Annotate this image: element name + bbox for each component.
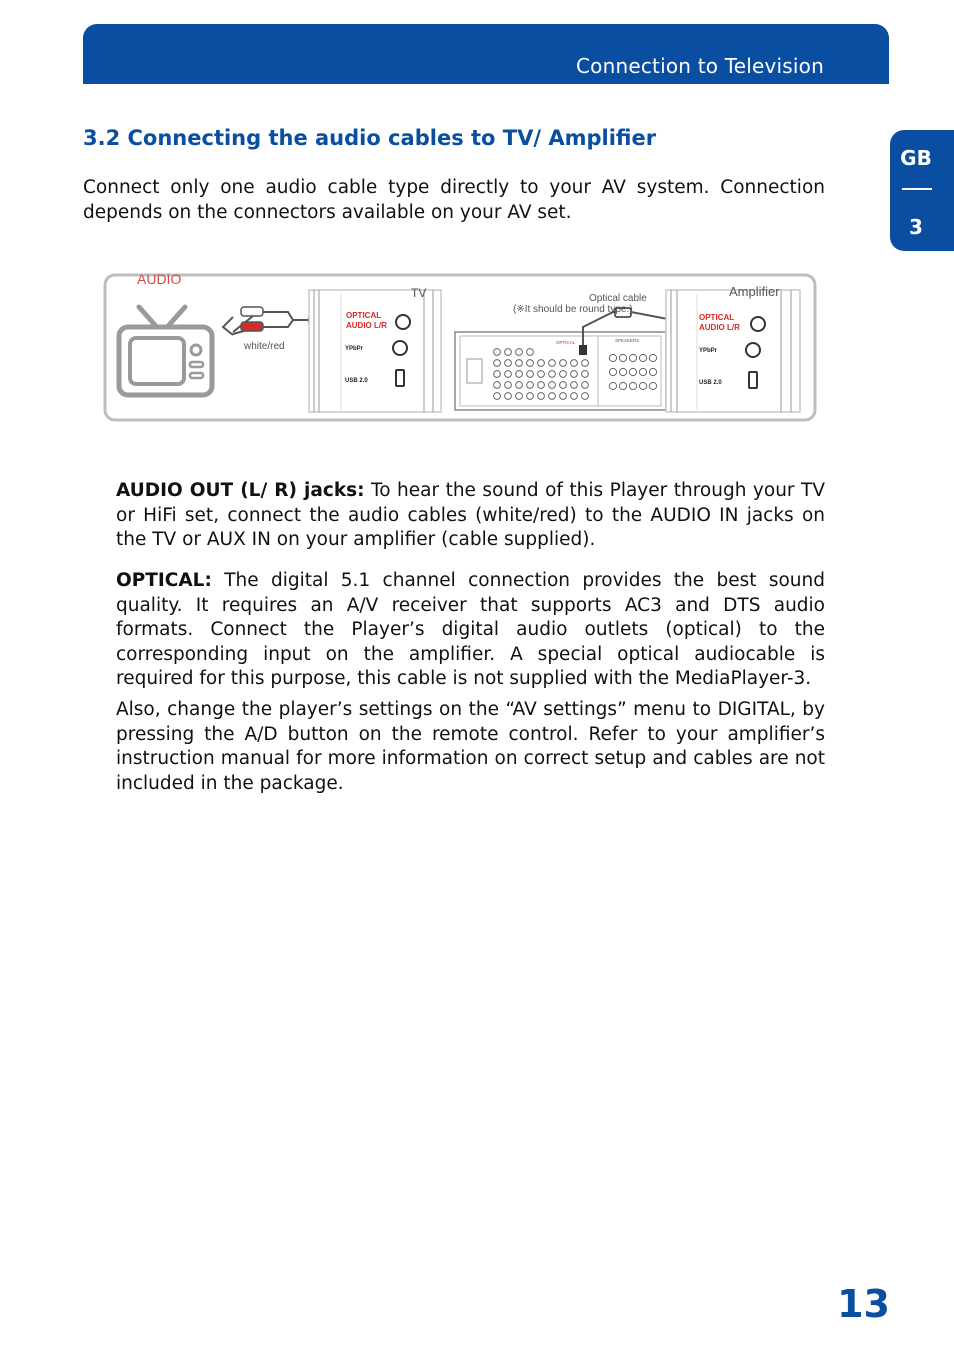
- optical-cable-note: (※It should be round type.): [513, 304, 633, 315]
- connection-diagram: [103, 272, 818, 424]
- audio-out-paragraph: [116, 479, 825, 553]
- tv-port-ypbpr: YPbPr: [345, 346, 364, 352]
- tab-divider: [902, 188, 932, 190]
- tv-panel: [309, 290, 441, 412]
- intro-paragraph: Connect only one audio cable type directly to your AV system. Connection depends on the connectors available on your AV set.: [83, 177, 825, 223]
- amplifier-panel: [666, 290, 800, 412]
- amp-port-ypbpr: YPbPr: [699, 348, 718, 354]
- optical-paragraph: [116, 569, 825, 692]
- amp-port-usb: USB 2.0: [699, 380, 722, 386]
- optical-label: OPTICAL:: [116, 570, 212, 591]
- tv-port-optical-line1: OPTICAL: [346, 311, 382, 320]
- amplifier-label: Amplifier: [729, 284, 780, 299]
- section-heading: 3.2 Connecting the audio cables to TV/ Amplifier: [83, 126, 657, 150]
- header-title: Connection to Television: [575, 54, 824, 78]
- tv-port-usb: USB 2.0: [345, 378, 368, 384]
- tv-icon: [119, 307, 212, 395]
- av-settings-paragraph: Also, change the player’s settings on the “AV settings” menu to DIGITAL, by pressing the A/D button on the remote control. Refer to your amplifier’s instruction manual for more information on correct setup and cables are not included in the package.: [116, 699, 825, 794]
- amp-port-optical-line1: OPTICAL: [699, 313, 735, 322]
- page-number: 13: [837, 1282, 890, 1326]
- language-label: GB: [900, 146, 932, 170]
- receiver-speakers-label: SPEAKERS: [615, 338, 640, 343]
- amp-port-optical-line2: AUDIO L/R: [699, 323, 740, 332]
- optical-text: The digital 5.1 channel connection provides the best sound quality. It requires an A/V receiver that supports AC3 and DTS audio formats. Connect the Player’s digital audio outlets (optical) to the corresponding input on the amplifier. A special optical audiocable is required for this purpose, this cable is not supplied with the MediaPlayer-3.: [116, 570, 825, 690]
- tv-port-optical-line2: AUDIO L/R: [346, 321, 387, 330]
- audio-out-label: AUDIO OUT (L/ R) jacks:: [116, 480, 365, 501]
- receiver-optical-label: OPTICAL: [556, 340, 576, 345]
- tv-label: TV: [411, 286, 427, 300]
- chapter-tab: [890, 130, 954, 251]
- audio-out-text: To hear the sound of this Player through your TV or HiFi set, connect the audio cables (white/red) to the AUDIO IN jacks on the TV or AUX IN on your amplifier (cable supplied).: [116, 480, 825, 551]
- chapter-number: 3: [909, 215, 923, 239]
- header-bar: [83, 24, 889, 84]
- audio-label: AUDIO: [137, 272, 182, 287]
- cable-label: white/red: [244, 341, 285, 352]
- optical-cable-label: Optical cable: [589, 293, 647, 304]
